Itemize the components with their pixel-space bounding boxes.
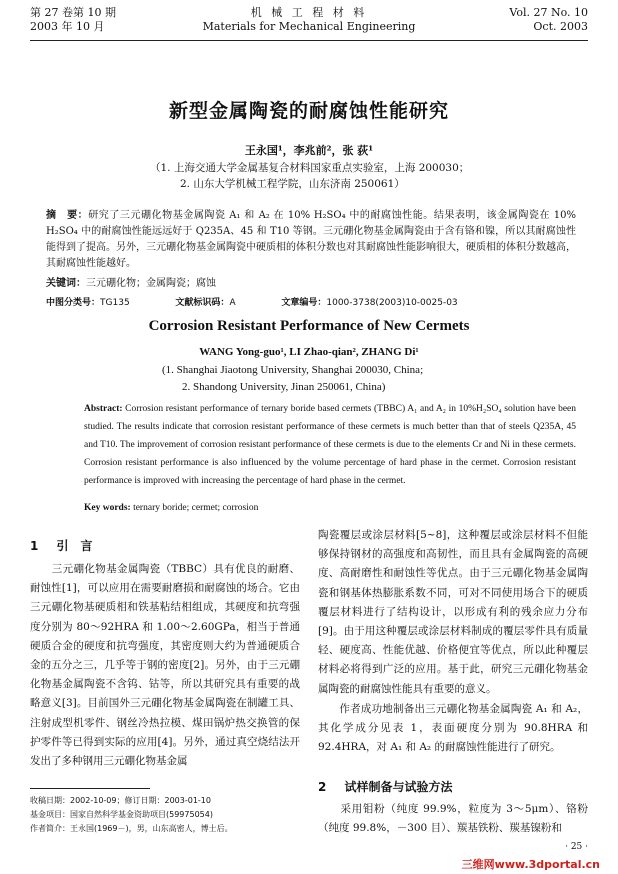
left-column-text: 三元硼化物基金属陶瓷（TBBC）具有优良的耐磨、耐蚀性[1]，可以应用在需要耐磨损和耐腐蚀的场合。它由三元硼化物基硬质相和铁基粘结相组成，其硬度和抗弯强度分别为 80～92HRA 和 1.00～2.60GPa，相当于普通硬质合金的硬度和抗弯强度，其密度则大约为普通硬质合金的五分之三，几乎等于钢的密度[2]。另外，由于三元硼化物基金属陶瓷不含钨、钴等，所以其研究具有重要的战略意义[3]。目前国外三元硼化物基金属陶瓷在制罐工具、注射成型机零件、钢丝冷热拉模、煤田锅炉热交换管的保护零件等已得到实际的应用[4]。另外，通过真空烧结法开发出了多种钢用三元硼化物基金属: [30, 563, 300, 768]
section-1-heading: [30, 537, 300, 554]
right-column-text-2: 作者成功地制备出三元硼化物基金属陶瓷 A₁ 和 A₂，其化学成分见表 1，表面硬度分别为 90.8HRA 和 92.4HRA，对 A₁ 和 A₂ 的耐腐蚀性能进行了研究。: [318, 703, 588, 754]
page-number: · 25 ·: [565, 842, 588, 852]
doc-code-value: A: [229, 298, 236, 308]
abstract-cn: [46, 208, 576, 272]
affiliation-en-2: 2. Shandong University, Jinan 250061, China): [182, 381, 386, 393]
footnotes: [30, 794, 320, 836]
authors-en: WANG Yong-guo¹, LI Zhao-qian², ZHANG Di¹: [199, 346, 419, 358]
keywords-en-text: ternary boride; cermet; corrosion: [133, 503, 259, 513]
keywords-en: [84, 499, 576, 517]
keywords-cn: [46, 276, 576, 292]
footnote-fund: 基金项目：国家自然科学基金资助项目(59975054): [30, 810, 213, 819]
section-2-heading: [318, 778, 588, 795]
right-column-text-1: 陶瓷覆层或涂层材料[5~8]，这种覆层或涂层材料不但能够保持钢材的高强度和高韧性，而且具有金属陶瓷的高硬度、高耐磨性和耐蚀性等优点。由于三元硼化物基金属陶瓷和钢基体热膨胀系数不同，可对不同使用场合下的硬质覆层材料进行了结构设计，以形成有利的残余应力分布[9]。由于用这种覆层或涂层材料制成的覆层零件具有质量轻、硬度高、性能优越、价格便宜等优点，所以此种覆层材料必将得到广泛的应用。基于此，研究三元硼化物基金属陶瓷的耐腐蚀性能具有重要的意义。: [318, 529, 588, 695]
header-journal-block: [170, 6, 448, 34]
header-volume-en-block: [448, 6, 588, 34]
footnote-rule: [30, 788, 150, 789]
abstract-cn-text: 研究了三元硼化物基金属陶瓷 A₁ 和 A₂ 在 10% H₂SO₄ 中的耐腐蚀性能。结果表明，该金属陶瓷在 10% H₂SO₄ 中的耐腐蚀性能远远好于 Q235A、45 和 T10 等钢。三元硼化物基金属陶瓷由于含有铬和镍，所以其耐腐蚀性能得到了提高。另外，三元硼化物基金属陶瓷中硬质相的体积分数也对其耐腐蚀性能影响很大，硬质相的体积分数越高，其耐腐蚀性能越好。: [46, 210, 576, 269]
keywords-cn-text: 三元硼化物；金属陶瓷；腐蚀: [86, 278, 216, 289]
clc-value: TG135: [100, 298, 130, 308]
header-journal-en: Materials for Mechanical Engineering: [202, 20, 416, 33]
article-no-label: 文章编号：: [281, 298, 327, 308]
watermark: 三维网www.3dportal.cn: [461, 858, 600, 871]
header-volume-block: [30, 6, 170, 34]
section-2-number: 2: [318, 780, 327, 794]
header-journal-cn: 机 械 工 程 材 料: [250, 6, 368, 19]
affiliation-cn-2: 2. 山东大学机械工程学院，山东济南 250061）: [180, 178, 405, 190]
header-rule: [30, 40, 588, 41]
title-cn: 新型金属陶瓷的耐腐蚀性能研究: [168, 100, 449, 122]
affiliation-cn-1: （1. 上海交通大学金属基复合材料国家重点实验室，上海 200030；: [150, 162, 470, 174]
article-no-value: 1000-3738(2003)10-0025-03: [326, 298, 458, 308]
abstract-en-label: Abstract:: [84, 404, 123, 414]
clc-label: 中图分类号：: [46, 298, 101, 308]
header-date-cn: 2003 年 10 月: [30, 20, 105, 33]
abstract-cn-label: 摘 要：: [46, 210, 89, 221]
doc-code-label: 文献标识码：: [175, 298, 230, 308]
classification-line: [46, 295, 576, 308]
keywords-en-label: Key words:: [84, 503, 131, 513]
affiliation-en-1: (1. Shanghai Jiaotong University, Shanghai 200030, China;: [162, 364, 424, 376]
authors-cn: 王永国¹，李兆前²，张 荻¹: [244, 144, 374, 157]
abstract-en: [84, 400, 576, 490]
header-volume-cn: 第 27 卷第 10 期: [30, 6, 116, 19]
affiliations-cn: [150, 160, 570, 192]
abstract-en-text: Corrosion resistant performance of ternary boride based cermets (TBBC) A₁ and A₂ in 10%H₂SO₄ solution have been studied. The results indicate that corrosion resistant performance of these cermets is much better than that of steels Q235A, 45 and T10. The improvement of corrosion resistant performance of these cermets is due to the elements Cr and Ni in these cermets. Corrosion resistant performance is also influenced by the volume percentage of hard phase in the cermet. Corrosion resistant performance is improved with increasing the percentage of hard phase in the cermet.: [84, 404, 576, 486]
section-2-title: 试样制备与试验方法: [344, 780, 453, 794]
section-1-number: 1: [30, 539, 39, 553]
title-en: Corrosion Resistant Performance of New Cermets: [148, 318, 470, 334]
section-1-title: 引 言: [56, 539, 93, 553]
header-volume-en: Vol. 27 No. 10: [509, 6, 588, 19]
footnote-author: 作者简介：王永国(1969－)，男，山东高密人，博士后。: [30, 824, 233, 833]
footnote-received: 收稿日期：2002-10-09；修订日期：2003-01-10: [30, 796, 211, 805]
affiliations-en: [162, 362, 582, 396]
keywords-cn-label: 关键词：: [46, 278, 86, 289]
right-column-text-3: 采用钼粉（纯度 99.9%，粒度为 3～5μm）、铬粉（纯度 99.8%，－300 目）、羰基铁粉、羰基镍粉和: [318, 803, 588, 835]
header-date-en: Oct. 2003: [533, 20, 588, 33]
